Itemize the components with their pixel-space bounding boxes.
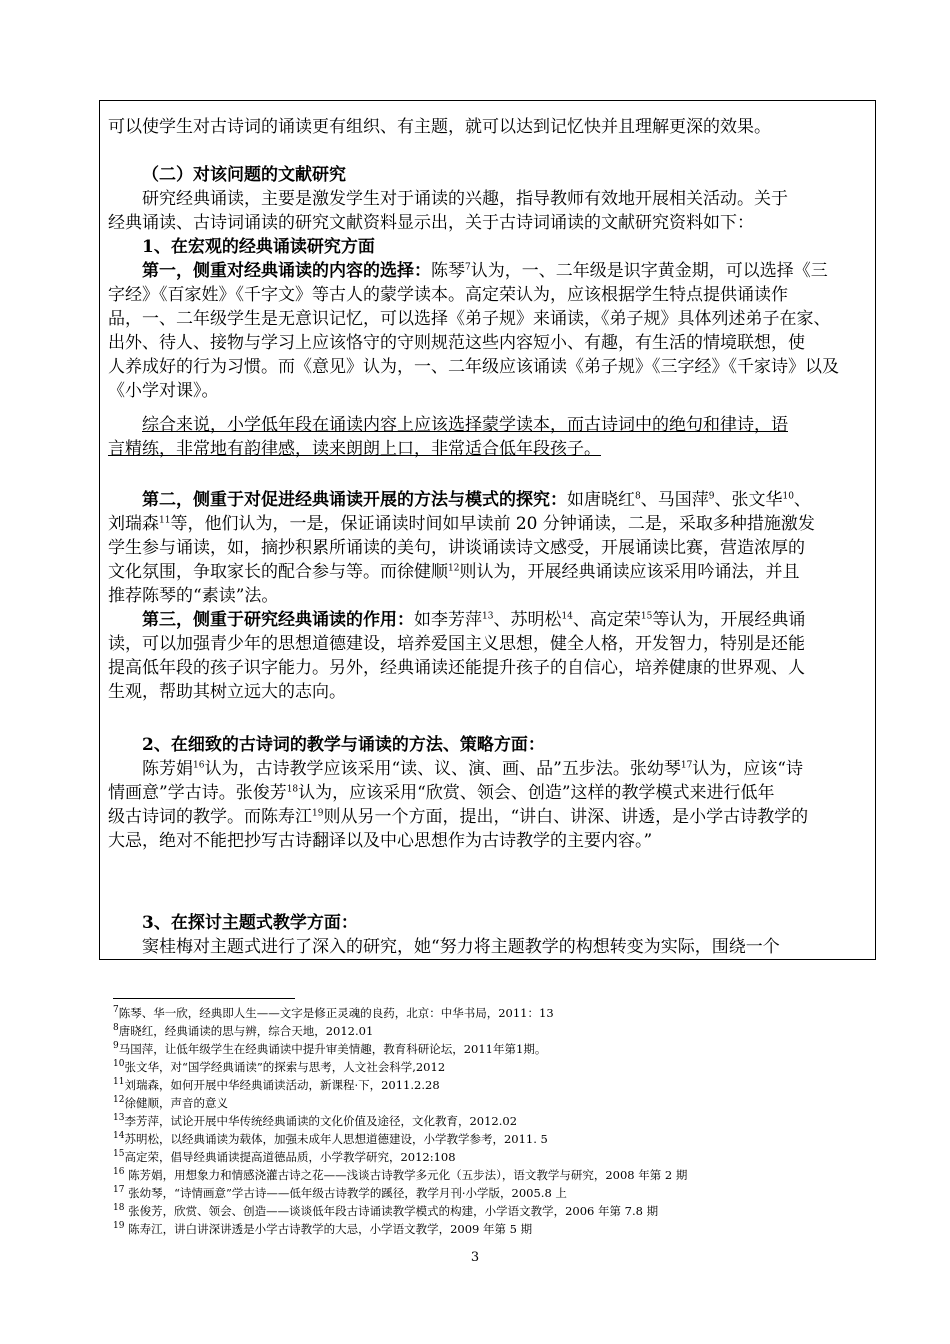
body-line: 《小学对课》。	[108, 381, 219, 401]
body-line: 文化氛围，争取家长的配合参与等。而徐健顺$^{12}$则认为，开展经典诵读应该采用吟诵法，并且	[108, 562, 800, 582]
body-line: 提高低年段的孩子识字能力。另外，经典诵读还能提升孩子的自信心，培养健康的世界观、人	[108, 658, 805, 678]
body-line: 第三，侧重于研究经典诵读的作用：如李芳萍$^{13}$、苏明松$^{14}$、高定荣$^{15}$等认为，开展经典诵	[142, 610, 806, 630]
body-line: 情画意”学古诗。张俊芳$^{18}$认为，应该采用“欣赏、领会、创造”这样的教学模式来进行低年	[108, 783, 775, 803]
body-line: 第一，侧重对经典诵读的内容的选择：陈琴$^7$认为，一、二年级是识字黄金期，可以选择《三	[142, 261, 828, 281]
section-heading: （二）对该问题的文献研究	[142, 165, 346, 185]
body-line: 推荐陈琴的“素读”法。	[108, 586, 279, 606]
body-line: 学生参与诵读，如，摘抄积累所诵读的美句，讲谈诵读诗文感受，开展诵读比赛，营造浓厚的	[108, 538, 805, 558]
footnote: $^{18}$ 张俊芳，欣赏、领会、创造——谈谈低年段古诗诵读教学模式的构建，小学语文教学，2006 年第 7.8 期	[113, 1203, 659, 1218]
body-line: 经典诵读、古诗词诵读的研究文献资料显示出，关于古诗词诵读的文献研究资料如下：	[108, 213, 754, 233]
page-number: 3	[470, 1250, 480, 1265]
body-line: 可以使学生对古诗词的诵读更有组织、有主题，就可以达到记忆快并且理解更深的效果。	[108, 117, 771, 137]
body-line: 出外、待人、接物与学习上应该恪守的守则规范这些内容短小、有趣，有生活的情境联想，使	[108, 333, 805, 353]
body-line: 品，一、二年级学生是无意识记忆，可以选择《弟子规》来诵读，《弟子规》具体列述弟子在家、	[108, 309, 831, 329]
summary-line: 言精练，非常地有韵律感，读来朗朗上口，非常适合低年段孩子。	[108, 439, 601, 459]
body-line: 大忌，绝对不能把抄写古诗翻译以及中心思想作为古诗教学的主要内容。”	[108, 831, 653, 851]
body-line: 第二，侧重于对促进经典诵读开展的方法与模式的探究：如唐晓红$^8$、马国萍$^9$、张文华$^{10}$、	[142, 490, 811, 510]
body-line: 陈芳娟$^{16}$认为，古诗教学应该采用“读、议、演、画、品”五步法。张幼琴$^{17}$认为，应该“诗	[142, 759, 803, 779]
footnote: $^{16}$ 陈芳娟，用想象力和情感浇灌古诗之花——浅谈古诗教学多元化（五步法），语文教学与研究，2008 年第 2 期	[113, 1167, 688, 1182]
subsection-heading: 2、在细致的古诗词的教学与诵读的方法、策略方面：	[142, 735, 545, 755]
body-line: 读，可以加强青少年的思想道德建设，培养爱国主义思想，健全人格，开发智力，特别是还能	[108, 634, 805, 654]
footnote: $^{15}$高定荣，倡导经典诵读提高道德品质，小学教学研究，2012:108	[113, 1149, 456, 1164]
summary-line: 综合来说，小学低年段在诵读内容上应该选择蒙学读本，而古诗词中的绝句和律诗，语	[142, 415, 788, 435]
body-line: 字经》《百家姓》《千字文》等古人的蒙学读本。高定荣认为，应该根据学生特点提供诵读作	[108, 285, 788, 305]
body-line: 生观，帮助其树立远大的志向。	[108, 682, 346, 702]
footnote: $^{10}$张文华，对“国学经典诵读”的探索与思考，人文社会科学,2012	[113, 1059, 446, 1074]
body-line: 刘瑞森$^{11}$等，他们认为，一是，保证诵读时间如早读前 20 分钟诵读，二是，采取多种措施激发	[108, 514, 815, 534]
footnote: $^{13}$李芳萍，试论开展中华传统经典诵读的文化价值及途径，文化教育，2012.02	[113, 1113, 518, 1128]
body-line: 窦桂梅对主题式进行了深入的研究，她“努力将主题教学的构想转变为实际，围绕一个	[142, 937, 780, 957]
footnote: $^{12}$徐健顺，声音的意义	[113, 1095, 228, 1110]
footnote-separator	[113, 998, 295, 999]
footnote: $^7$陈琴、华一欣，经典即人生——文字是修正灵魂的良药，北京：中华书局，2011：13	[113, 1005, 554, 1020]
footnote: $^{14}$苏明松，以经典诵读为载体，加强未成年人思想道德建设，小学教学参考，2011. 5	[113, 1131, 548, 1146]
body-line: 级古诗词的教学。而陈寿江$^{19}$则从另一个方面，提出，“讲白、讲深、讲透，是小学古诗教学的	[108, 807, 809, 827]
footnote: $^{17}$ 张幼琴，“诗情画意”学古诗——低年级古诗教学的蹊径，教学月刊·小学版，2005.8 上	[113, 1185, 567, 1200]
footnote: $^8$唐晓红，经典诵读的思与辨，综合天地，2012.01	[113, 1023, 374, 1038]
body-line: 人养成好的行为习惯。而《意见》认为，一、二年级应该诵读《弟子规》《三字经》《千家诗》以及	[108, 357, 839, 377]
subsection-heading: 1、在宏观的经典诵读研究方面	[142, 237, 375, 257]
subsection-heading: 3、在探讨主题式教学方面：	[142, 913, 358, 933]
footnote: $^{11}$刘瑞森，如何开展中华经典诵读活动，新课程·下，2011.2.28	[113, 1077, 440, 1092]
footnote: $^{19}$ 陈寿江，讲白讲深讲透是小学古诗教学的大忌，小学语文教学，2009 年第 5 期	[113, 1221, 533, 1236]
body-line: 研究经典诵读，主要是激发学生对于诵读的兴趣，指导教师有效地开展相关活动。关于	[142, 189, 788, 209]
footnote: $^9$马国萍，让低年级学生在经典诵读中提升审美情趣，教育科研论坛，2011年第1期。	[113, 1041, 547, 1056]
